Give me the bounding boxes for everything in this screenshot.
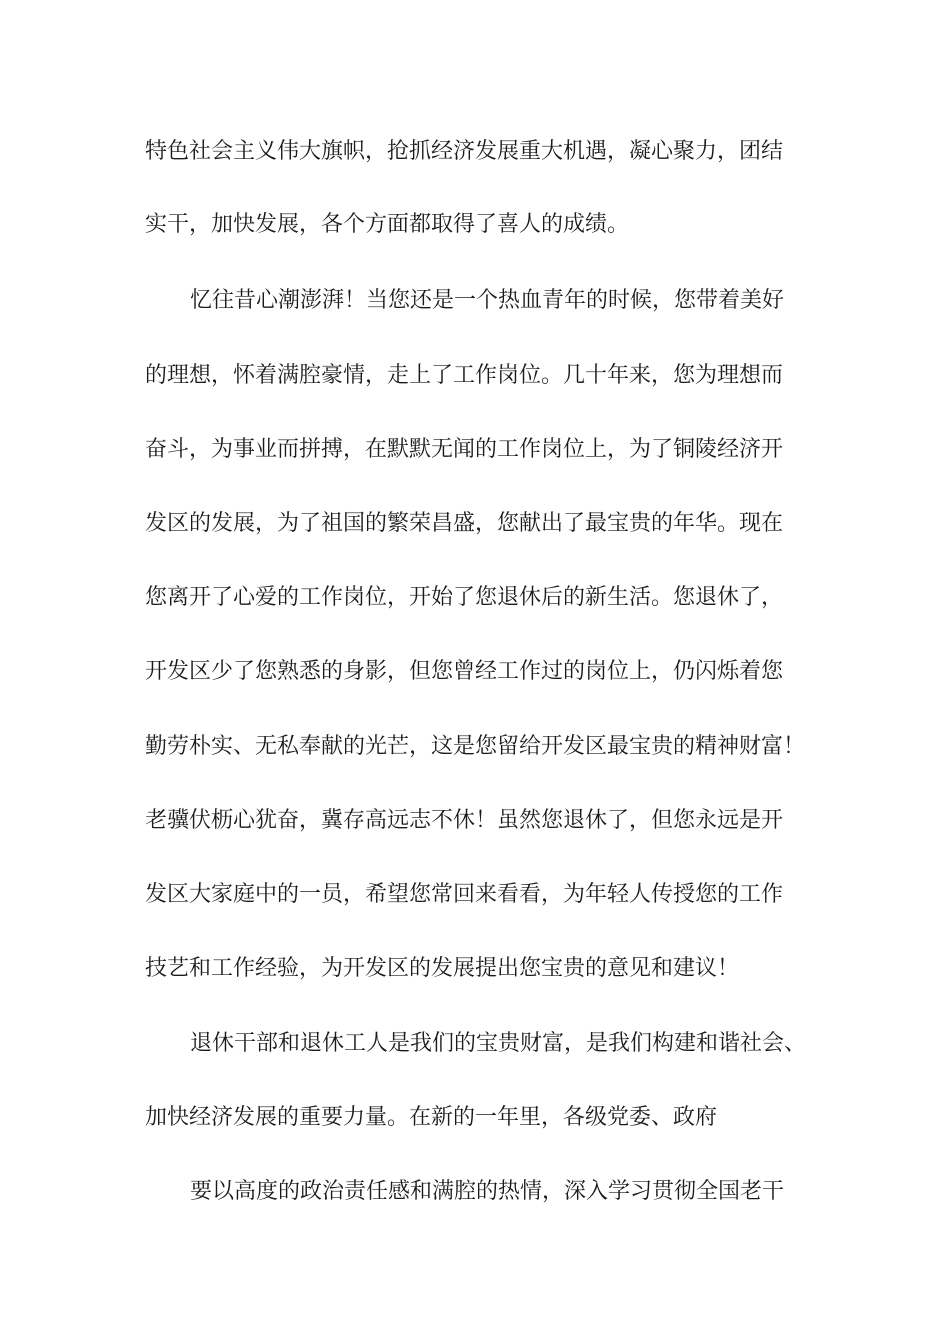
text-line: 加快经济发展的重要力量。在新的一年里，各级党委、政府 — [145, 1105, 718, 1130]
text-line: 发区的发展，为了祖国的繁荣昌盛，您献出了最宝贵的年华。现在 — [145, 511, 784, 536]
text-line: 特色社会主义伟大旗帜，抢抓经济发展重大机遇，凝心聚力，团结 — [145, 139, 784, 164]
paragraph-first-line: 退休干部和退休工人是我们的宝贵财富，是我们构建和谐社会、 — [190, 1031, 807, 1056]
text-line: 发区大家庭中的一员，希望您常回来看看，为年轻人传授您的工作 — [145, 882, 784, 907]
text-line: 开发区少了您熟悉的身影，但您曾经工作过的岗位上，仍闪烁着您 — [145, 659, 784, 684]
paragraph-first-line: 要以高度的政治责任感和满腔的热情，深入学习贯彻全国老干 — [190, 1179, 785, 1204]
text-line: 勤劳朴实、无私奉献的光芒，这是您留给开发区最宝贵的精神财富！ — [145, 734, 806, 759]
text-line: 实干，加快发展，各个方面都取得了喜人的成绩。 — [145, 212, 630, 237]
text-line: 技艺和工作经验，为开发区的发展提出您宝贵的意见和建议！ — [145, 956, 740, 981]
text-line: 的理想，怀着满腔豪情，走上了工作岗位。几十年来，您为理想而 — [145, 363, 784, 388]
text-line: 奋斗，为事业而拼搏，在默默无闻的工作岗位上，为了铜陵经济开 — [145, 437, 784, 462]
text-line: 老骥伏枥心犹奋，冀存高远志不休！虽然您退休了，但您永远是开 — [145, 808, 784, 833]
text-line: 您离开了心爱的工作岗位，开始了您退休后的新生活。您退休了， — [145, 585, 784, 610]
paragraph-first-line: 忆往昔心潮澎湃！当您还是一个热血青年的时候，您带着美好 — [190, 288, 785, 313]
